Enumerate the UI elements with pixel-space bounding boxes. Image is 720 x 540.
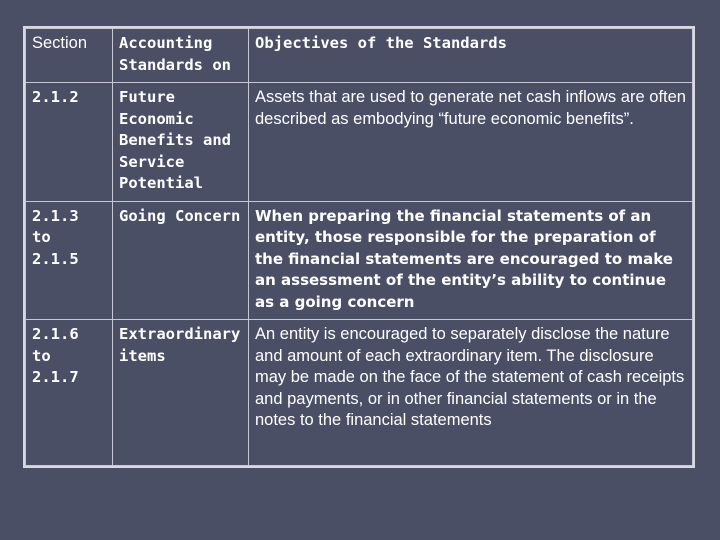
row-standard: Extraordinary items [113,320,249,466]
row-objective: When preparing the financial statements of an entity, those responsible for the preparation of the financial statements are encouraged to make an assessment of the entity’s ability to continue as a going concern [249,201,693,320]
standards-table [23,26,695,468]
row-objective: Assets that are used to generate net cash inflows are often described as embodying “future economic benefits”. [249,83,693,202]
header-standards: Accounting Standards on [113,29,249,83]
standards-table-grid [25,28,693,466]
row-section: 2.1.2 [26,83,113,202]
row-standard: Future Economic Benefits and Service Potential [113,83,249,202]
table-row [26,201,693,320]
row-objective: An entity is encouraged to separately disclose the nature and amount of each extraordinary item. The disclosure may be made on the face of the statement of cash receipts and payments, or in other financial statements or in the notes to the financial statements [249,320,693,466]
header-objectives: Objectives of the Standards [249,29,693,83]
table-header-row [26,29,693,83]
table-row [26,83,693,202]
header-section: Section [26,29,113,83]
row-section: 2.1.3 to 2.1.5 [26,201,113,320]
row-section: 2.1.6 to 2.1.7 [26,320,113,466]
table-row [26,320,693,466]
row-standard: Going Concern [113,201,249,320]
